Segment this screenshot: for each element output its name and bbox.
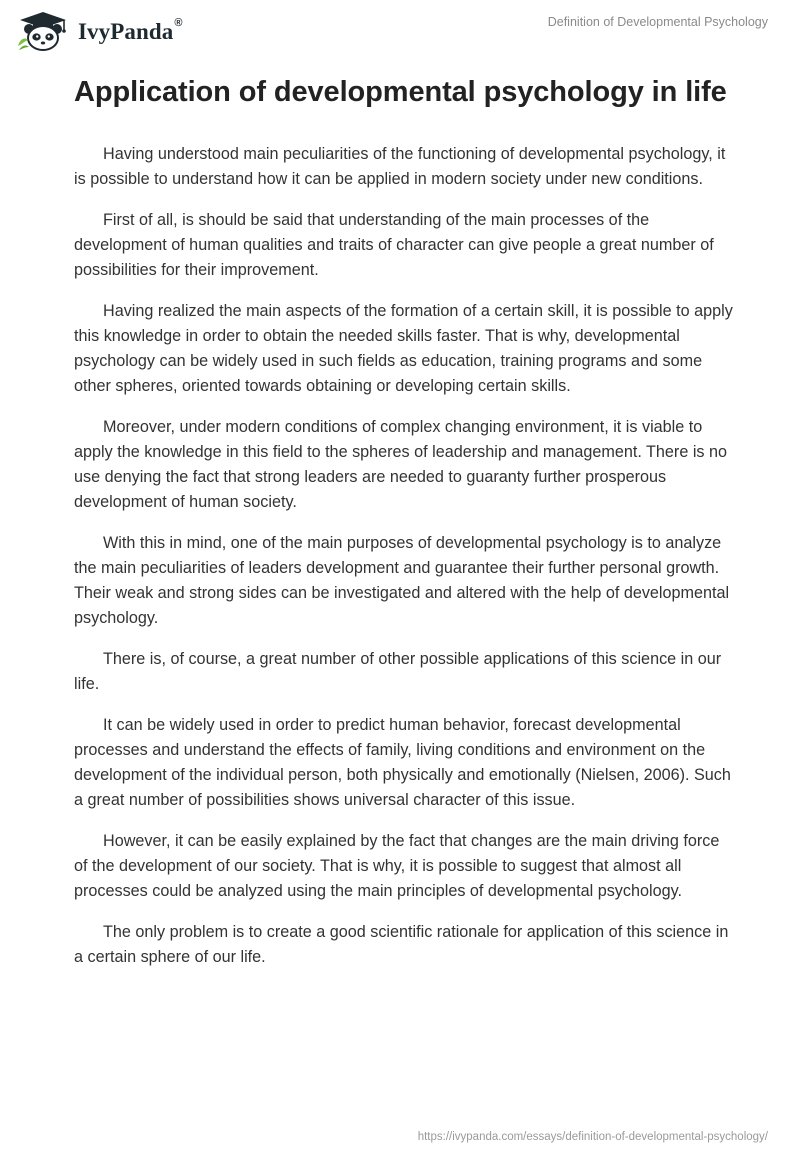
paragraph: With this in mind, one of the main purposes of developmental psychology is to analyze the main peculiarities of leaders development and guarantee their further personal growth. Their weak and strong sides can be investigated and altered with the help of developmental psychology. (74, 534, 730, 627)
paragraph: Having understood main peculiarities of the functioning of developmental psychology, it is possible to understand how it can be applied in modern society under new conditions. (74, 145, 726, 188)
brand-name-text: IvyPanda (78, 19, 174, 44)
panda-logo-icon (14, 10, 72, 52)
paragraph: First of all, is should be said that understanding of the main processes of the development of human qualities and traits of character can give people a great number of possibilities for their improvement. (74, 211, 714, 279)
paragraph: Moreover, under modern conditions of complex changing environment, it is viable to apply the knowledge in this field to the spheres of leadership and management. There is no use denying the fact that strong leaders are needed to guaranty further prosperous development of human society. (74, 418, 728, 511)
paragraph: It can be widely used in order to predict human behavior, forecast developmental processes and understand the effects of family, living conditions and environment on the development of the individual person, both physically and emotionally (Nielsen, 2006). Such a great number of possibilities shows universal character of this issue. (74, 716, 731, 809)
article-body (74, 74, 734, 986)
paragraph: There is, of course, a great number of other possible applications of this science in our life. (74, 650, 722, 693)
ivypanda-logo-link[interactable] (14, 10, 183, 52)
page-header (0, 0, 800, 62)
paragraph: However, it can be easily explained by the fact that changes are the main driving force of the development of our society. That is why, it is possible to suggest that almost all processes could be analyzed using the main principles of developmental psychology. (74, 832, 720, 900)
source-url-link[interactable]: https://ivypanda.com/essays/definition-of-developmental-psychology/ (417, 1131, 768, 1143)
registered-mark: ® (174, 17, 183, 30)
document-title: Definition of Developmental Psychology (547, 15, 768, 29)
brand-name (78, 19, 183, 45)
paragraph: Having realized the main aspects of the formation of a certain skill, it is possible to apply this knowledge in order to obtain the needed skills faster. That is why, developmental psychology can be widely used in such fields as education, training programs and some other spheres, oriented towards obtaining or developing certain skills. (74, 302, 733, 395)
article-heading: Application of developmental psychology in life (74, 76, 727, 108)
paragraph: The only problem is to create a good scientific rationale for application of this science in a certain sphere of our life. (74, 923, 729, 966)
